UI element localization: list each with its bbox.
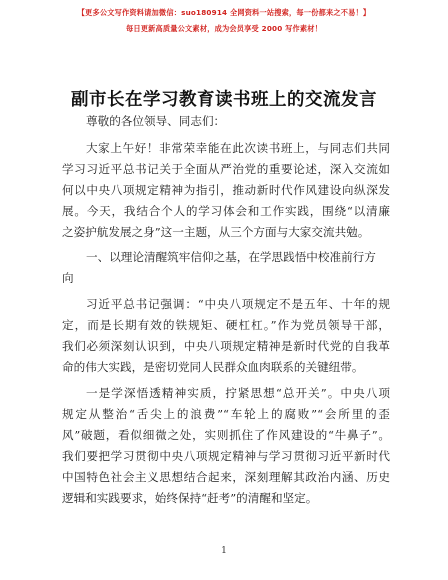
body-line: 我们必须深刻认识到，中央八项规定精神是新时代党的自我革 [62,339,390,353]
salutation: 尊敬的各位领导、同志们： [86,114,226,128]
body-line: 一是学深悟透精神实质，拧紧思想“总开关”。中央八项 [86,386,390,400]
body-line: 习近平总书记强调：“中央八项规定不是五年、十年的规 [86,297,390,311]
promo-banner-line-1: 【更多公文写作资料请加微信：suo180914 全网资料一站搜索，每一份都来之不易！】 [77,8,371,17]
body-line: 中国特色社会主义思想结合起来，深刻理解其政治内涵、历史 [62,470,390,484]
section-heading-line: 向 [62,271,74,285]
body-line: 规定从整治“舌尖上的浪费”“车轮上的腐败”“会所里的歪 [62,407,390,421]
page-number: 1 [221,546,227,556]
body-line: 命的伟大实践，是密切党同人民群众血肉联系的关键纽带。 [62,360,364,374]
body-line: 学习习近平总书记关于全面从严治党的重要论述，深入交流如 [62,162,390,176]
body-line: 之姿护航发展之身”这一主题，从三个方面与大家交流共勉。 [62,225,370,239]
body-line: 定，而是长期有效的铁规矩、硬杠杠。”作为党员领导干部， [62,318,390,332]
body-line: 何以中央八项规定精神为指引，推动新时代作风建设向纵深发 [62,183,390,197]
section-heading-line: 一、以理论清醒筑牢信仰之基，在学思践悟中校准前行方 [86,250,376,264]
promo-banner-line-2: 每日更新高质量公文素材，成为会员享受 2000 写作素材！ [125,24,323,33]
body-line: 大家上午好！非常荣幸能在此次读书班上，与同志们共同 [86,141,390,155]
body-line: 展。今天，我结合个人的学习体会和工作实践，围绕“以清廉 [62,204,390,218]
body-line: 风”破题，看似细微之处，实则抓住了作风建设的“牛鼻子”。 [62,428,390,442]
body-line: 我们要把学习贯彻中央八项规定精神与学习贯彻习近平新时代 [62,449,390,463]
body-line: 逻辑和实践要求，始终保持“赶考”的清醒和坚定。 [62,491,318,505]
document-title: 副市长在学习教育读书班上的交流发言 [71,90,377,110]
